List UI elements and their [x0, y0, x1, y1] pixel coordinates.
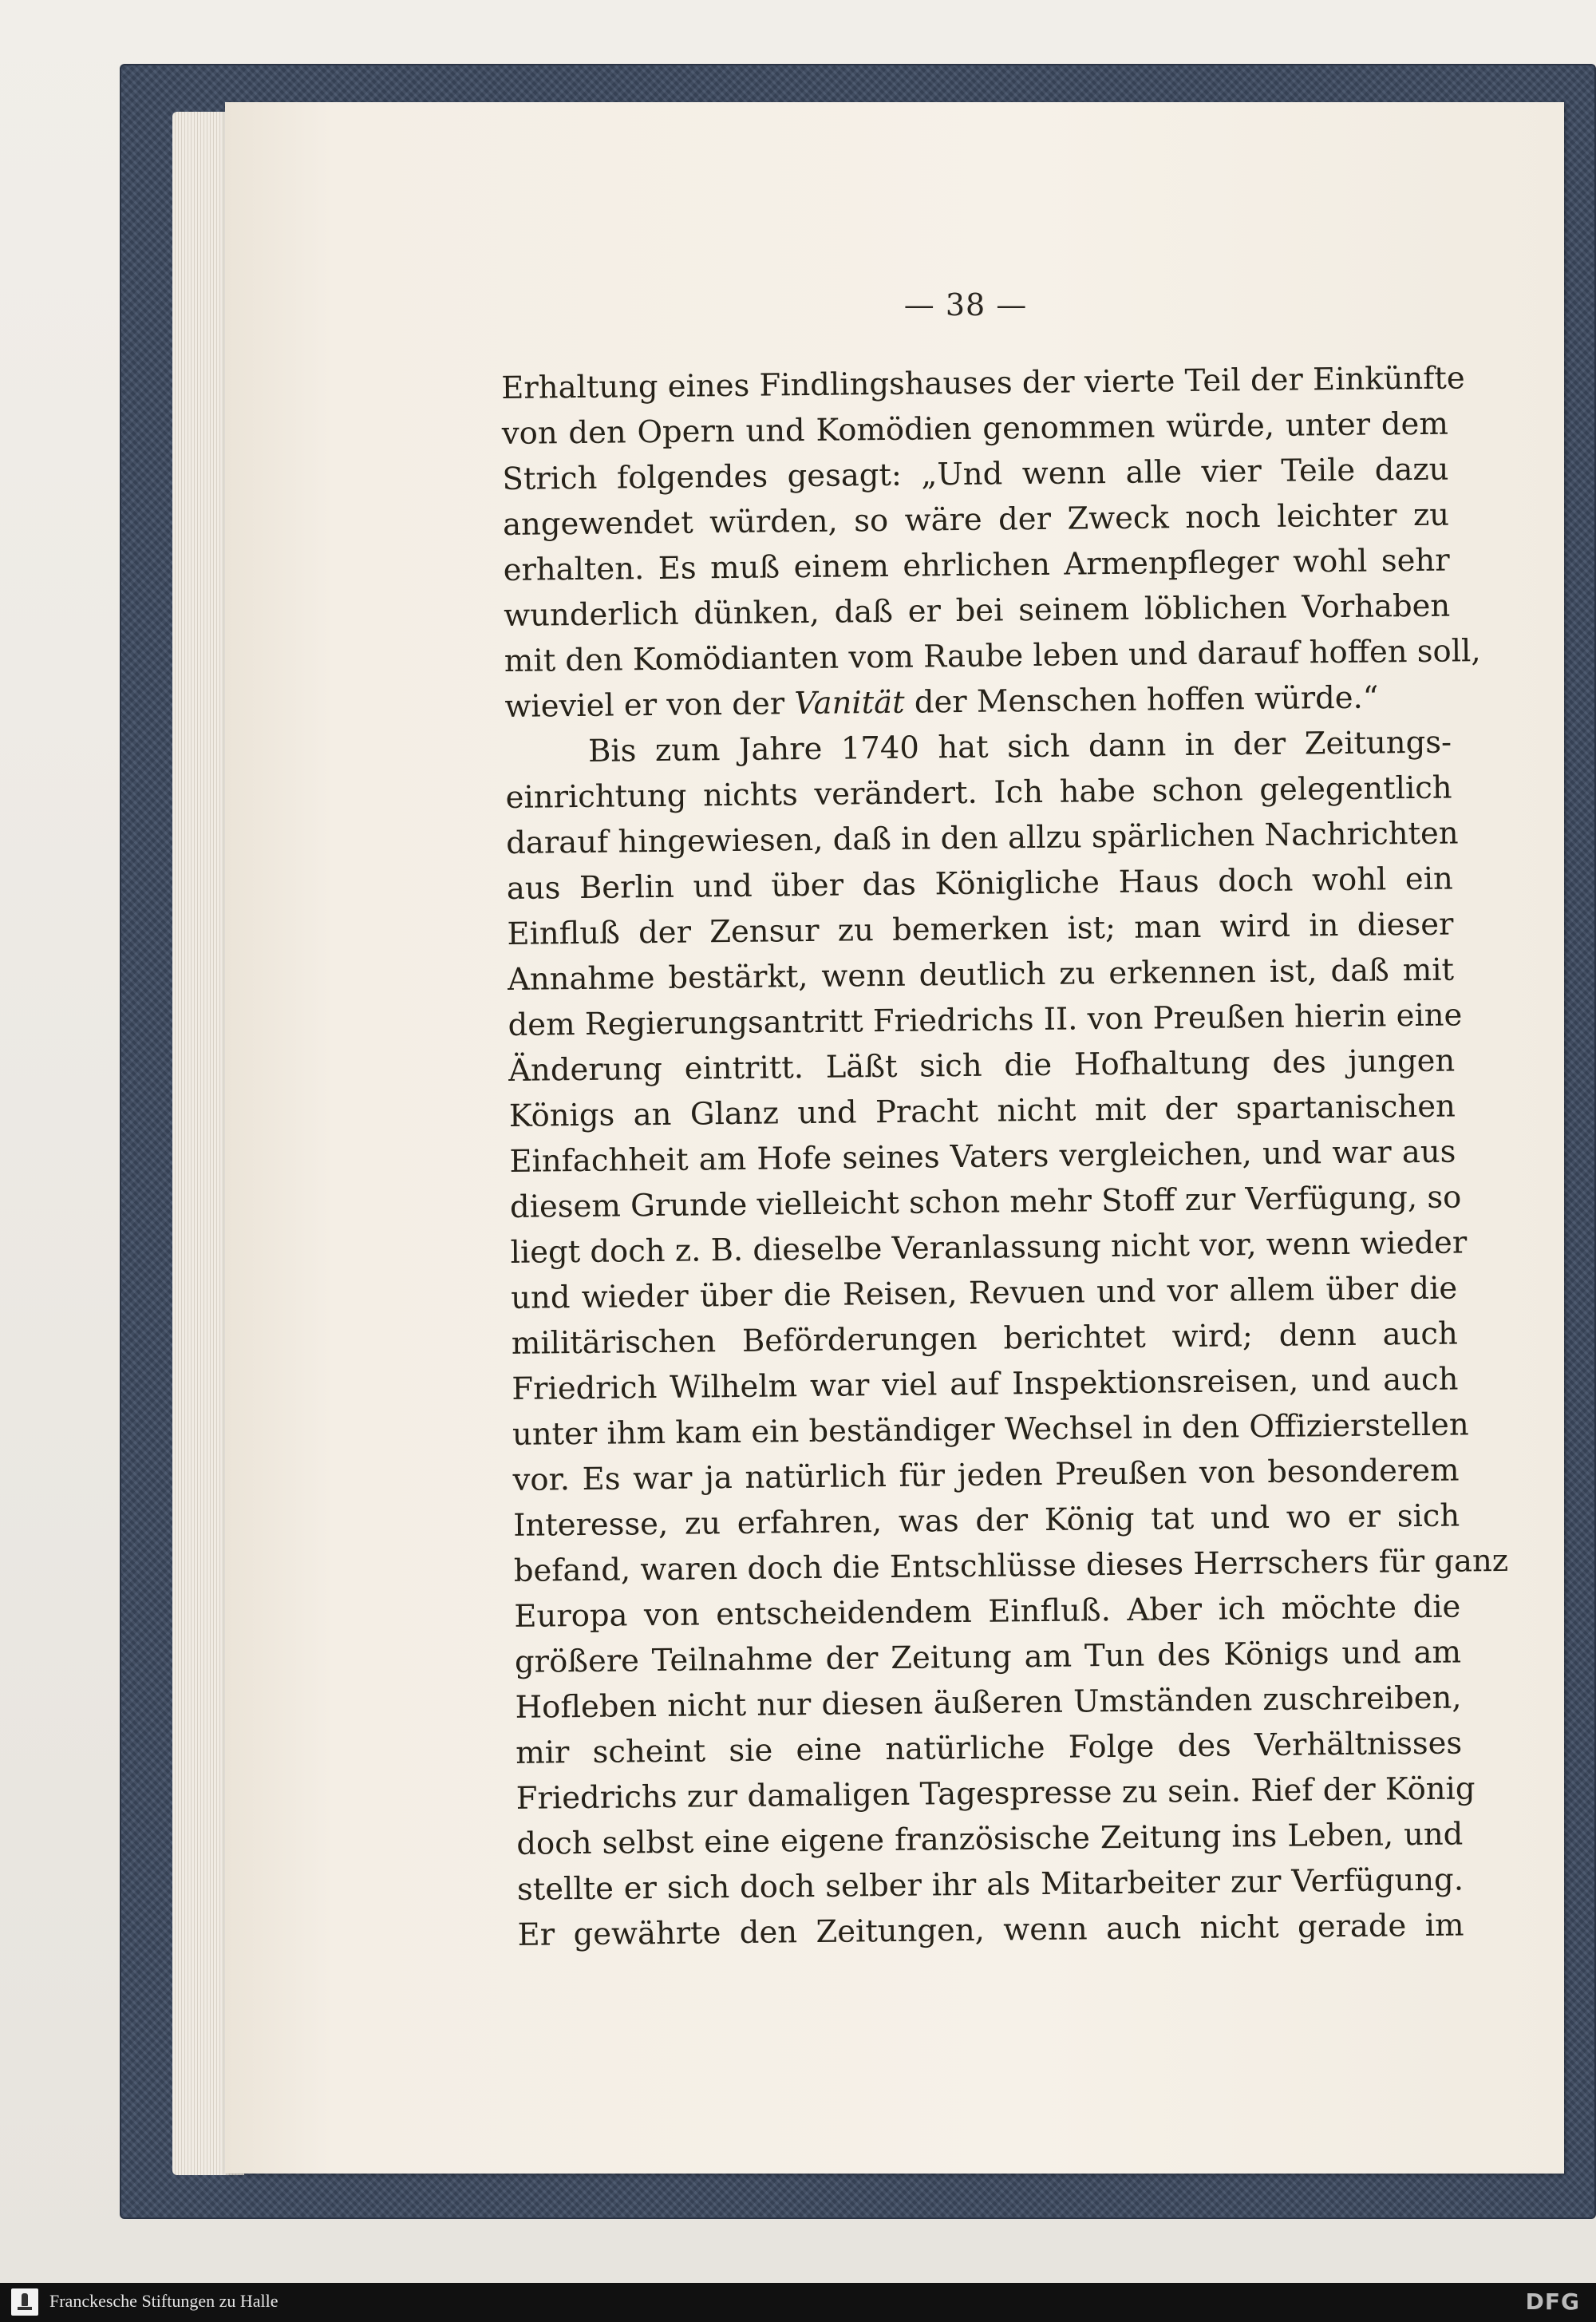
body-text [501, 356, 1509, 1958]
text-line: mit den Komödianten vom Raube leben und darauf hoffen soll, [504, 633, 1481, 679]
text-line: Europa von entscheidendem Einfluß. Aber ich möchte die [514, 1588, 1461, 1635]
institution-name: Franckesche Stiftungen zu Halle [49, 2291, 279, 2311]
text-line: erhalten. Es muß einem ehrlichen Armenpfleger wohl sehr [503, 542, 1450, 588]
text-line: Interesse, zu erfahren, was der König tat und wo er sich [512, 1497, 1460, 1544]
text-line: befand, waren doch die Entschlüsse dieses Herrschers für ganz [513, 1542, 1509, 1589]
text-line: darauf hingewiesen, daß in den allzu spärlichen Nachrichten [506, 815, 1459, 861]
text-fragment: der Menschen hoffen würde.“ [904, 679, 1379, 721]
text-line: Hofleben nicht nur diesen äußeren Umständen zuschreiben, [515, 1679, 1462, 1726]
logo-base-shape [18, 2307, 32, 2310]
text-line: Strich folgendes gesagt: „Und wenn alle vier Teile dazu [502, 451, 1449, 497]
paragraph-start-line: Bis zum Jahre 1740 hat sich dann in der Zeitungs- [587, 724, 1452, 769]
text-line: doch selbst eine eigene französische Zeitung ins Leben, und [516, 1816, 1464, 1862]
text-fragment: wieviel er von der [504, 686, 795, 725]
text-line: mir scheint sie eine natürliche Folge des Verhältnisses [515, 1725, 1463, 1771]
text-line: unter ihm kam ein beständiger Wechsel in den Offizierstellen [512, 1406, 1469, 1453]
text-line: von den Opern und Komödien genommen würde, unter dem [501, 405, 1449, 452]
logo-tree-shape [22, 2293, 28, 2306]
text-line: Einfachheit am Hofe seines Vaters vergleichen, und war aus [509, 1133, 1456, 1180]
text-line: Änderung eintritt. Läßt sich die Hofhaltung des jungen [508, 1042, 1456, 1089]
text-line: Königs an Glanz und Pracht nicht mit der spartanischen [508, 1088, 1456, 1134]
text-line: stellte er sich doch selber ihr als Mitarbeiter zur Verfügung. [516, 1861, 1464, 1908]
institution-logo-icon [11, 2288, 38, 2316]
dfg-badge: DFG [1525, 2288, 1580, 2315]
text-line: diesem Grunde vielleicht schon mehr Stoff zur Verfügung, so [509, 1179, 1462, 1225]
text-line: Einfluß der Zensur zu bemerken ist; man wird in dieser [507, 906, 1454, 952]
viewer-footer [0, 2283, 1596, 2322]
text-line: militärischen Beförderungen berichtet wird; denn auch [511, 1315, 1459, 1362]
italic-word: Vanität [794, 684, 905, 722]
text-line: Er gewährte den Zeitungen, wenn auch nicht gerade im [517, 1907, 1464, 1953]
text-line: Annahme bestärkt, wenn deutlich zu erkennen ist, daß mit [507, 951, 1455, 998]
text-line: wunderlich dünken, daß er bei seinem löblichen Vorhaben [504, 587, 1451, 634]
text-line: einrichtung nichts verändert. Ich habe schon gelegentlich [505, 769, 1452, 816]
text-line: aus Berlin und über das Königliche Haus doch wohl ein [506, 860, 1454, 907]
text-line: und wieder über die Reisen, Revuen und vor allem über die [511, 1270, 1458, 1316]
text-line: angewendet würden, so wäre der Zweck noch leichter zu [502, 496, 1450, 543]
text-line: Friedrich Wilhelm war viel auf Inspektionsreisen, und auch [512, 1361, 1459, 1407]
text-line: größere Teilnahme der Zeitung am Tun des Königs und am [514, 1634, 1462, 1680]
text-line: Friedrichs zur damaligen Tagespresse zu sein. Rief der König [516, 1770, 1476, 1817]
text-line: dem Regierungsantritt Friedrichs II. von Preußen hierin eine [508, 997, 1463, 1043]
page-number: — 38 — [903, 287, 1028, 322]
text-line: Erhaltung eines Findlingshauses der vierte Teil der Einkünfte [501, 360, 1465, 406]
text-line: vor. Es war ja natürlich für jeden Preußen von besonderem [512, 1452, 1460, 1498]
text-line: liegt doch z. B. dieselbe Veranlassung nicht vor, wenn wieder [510, 1224, 1468, 1271]
